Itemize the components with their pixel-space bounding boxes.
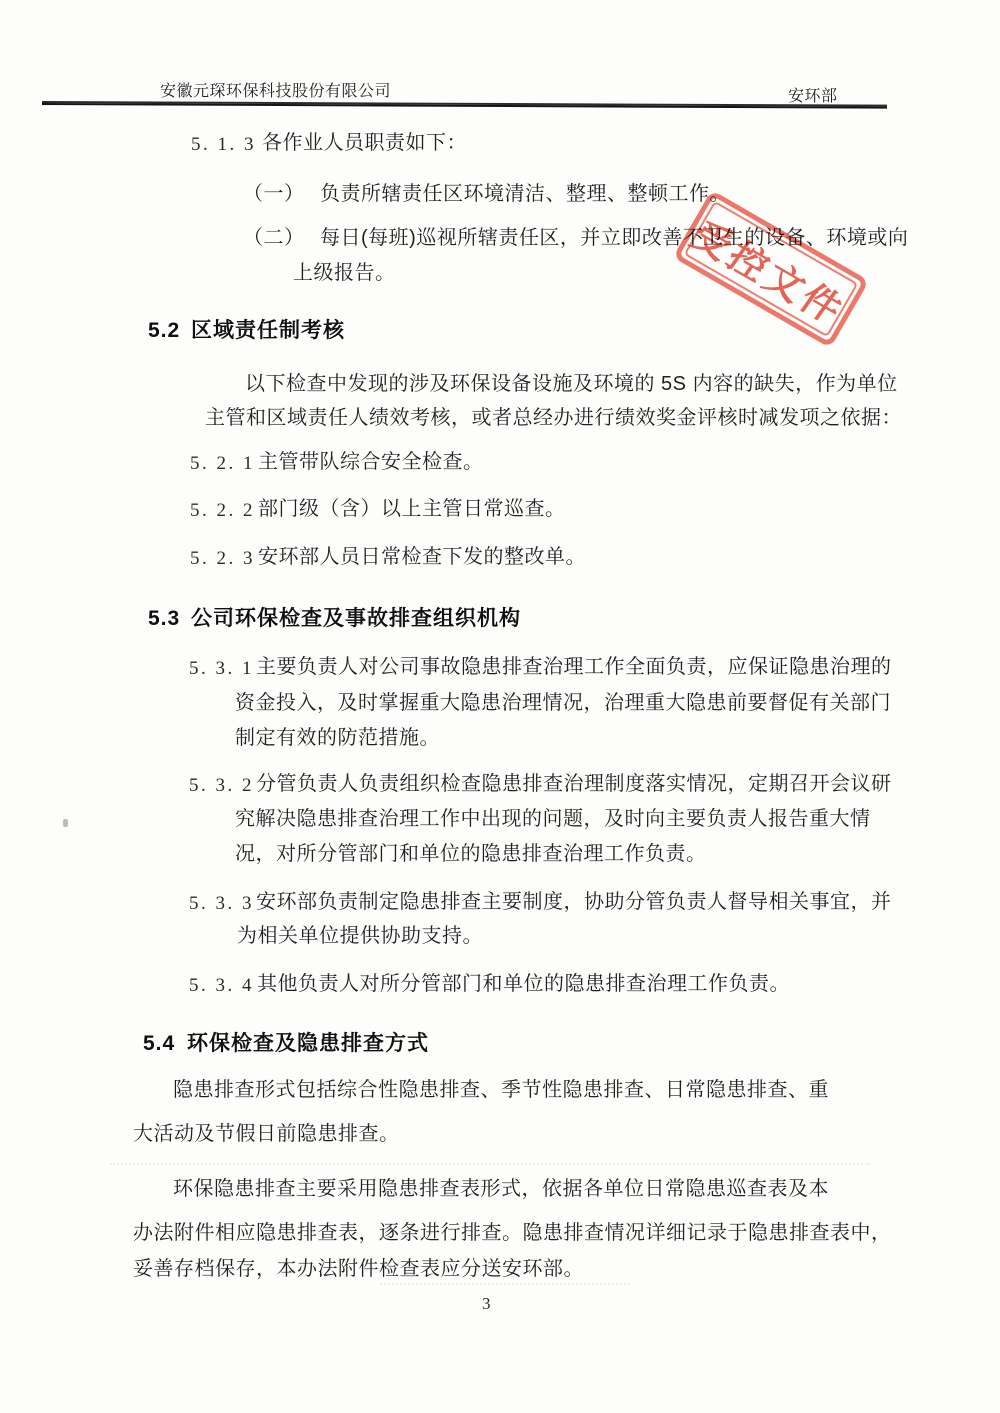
section-54-number: 5.4 [143,1032,176,1055]
clause-533-line-2: 为相关单位提供协助支持。 [237,925,483,947]
section-52-number: 5.2 [148,319,181,342]
clause-534-line-1: 其他负责人对所分管部门和单位的隐患排查治理工作负责。 [257,973,790,995]
section-52-paragraph-line-1: 以下检查中发现的涉及环保设备设施及环境的 5S 内容的缺失，作为单位 [245,373,898,395]
section-54-paragraph-2-line-1: 环保隐患排查主要采用隐患排查表形式，依据各单位日常隐患巡查表及本 [173,1178,829,1200]
scan-bleedthrough-artifact [110,1163,870,1165]
clause-531-line-1: 主要负责人对公司事故隐患排查治理工作全面负责，应保证隐患治理的 [256,656,892,678]
clause-523-text: 安环部人员日常检查下发的整改单。 [258,546,586,568]
scan-speck [63,819,68,827]
section-52-paragraph-line-2: 主管和区域责任人绩效考核，或者总经办进行绩效奖金评核时减发项之依据： [205,407,902,429]
stamp-text: 受控文件 [682,214,853,333]
clause-522-text: 部门级（含）以上主管日常巡查。 [258,498,566,520]
header-double-rule [42,101,887,109]
clause-521-text: 主管带队综合安全检查。 [258,451,484,473]
clause-533-number: 5. 3. 3 [189,893,254,914]
page-number: 3 [482,1294,491,1313]
section-54-paragraph-1-line-2: 大活动及节假日前隐患排查。 [133,1123,400,1145]
clause-531-line-2: 资金投入，及时掌握重大隐患治理情况，治理重大隐患前要督促有关部门 [235,692,891,714]
clause-532-line-3: 况，对所分管部门和单位的隐患排查治理工作负责。 [235,843,707,865]
section-53-number: 5.3 [148,607,181,630]
section-52-title: 区域责任制考核 [191,319,345,342]
bullet-2-text-line-2: 上级报告。 [293,262,396,284]
section-54-paragraph-2-line-2: 办法附件相应隐患排查表，逐条进行排查。隐患排查情况详细记录于隐患排查表中， [133,1222,892,1244]
clause-532-line-1: 分管负责人负责组织检查隐患排查治理制度落实情况，定期召开会议研 [256,773,892,795]
clause-532-line-2: 究解决隐患排查治理工作中出现的问题，及时向主要负责人报告重大情 [235,808,871,830]
section-53-title: 公司环保检查及事故排查组织机构 [191,607,521,630]
clause-532-number: 5. 3. 2 [189,775,254,796]
clause-523-number: 5. 2. 3 [190,548,255,569]
bullet-1-marker: （一） [243,183,305,205]
scan-bleedthrough-artifact [380,1283,630,1285]
header-department-label: 安环部 [788,88,838,105]
clause-534-number: 5. 3. 4 [189,975,254,996]
bullet-1-text: 负责所辖责任区环境清洁、整理、整顿工作。 [320,183,730,205]
stamp-inner-border [684,201,859,338]
clause-531-number: 5. 3. 1 [189,658,254,679]
bullet-2-text-line-1: 每日(每班)巡视所辖责任区，并立即改善不卫生的设备、环境或向 [320,227,909,249]
bullet-2-marker: （二） [243,227,305,249]
clause-533-line-1: 安环部负责制定隐患排查主要制度，协助分管负责人督导相关事宜，并 [256,891,892,913]
section-54-paragraph-1-line-1: 隐患排查形式包括综合性隐患排查、季节性隐患排查、日常隐患排查、重 [173,1079,829,1101]
section-54-title: 环保检查及隐患排查方式 [187,1032,429,1055]
clause-513-text: 各作业人员职责如下： [262,132,467,154]
section-54-paragraph-2-line-3: 妥善存档保存，本办法附件检查表应分送安环部。 [133,1258,584,1280]
clause-531-line-3: 制定有效的防范措施。 [235,727,440,749]
clause-522-number: 5. 2. 2 [190,500,255,521]
header-company-name: 安徽元琛环保科技股份有限公司 [160,83,392,100]
clause-513-number: 5. 1. 3 [191,134,256,155]
clause-521-number: 5. 2. 1 [190,453,255,474]
controlled-document-stamp [673,190,870,349]
